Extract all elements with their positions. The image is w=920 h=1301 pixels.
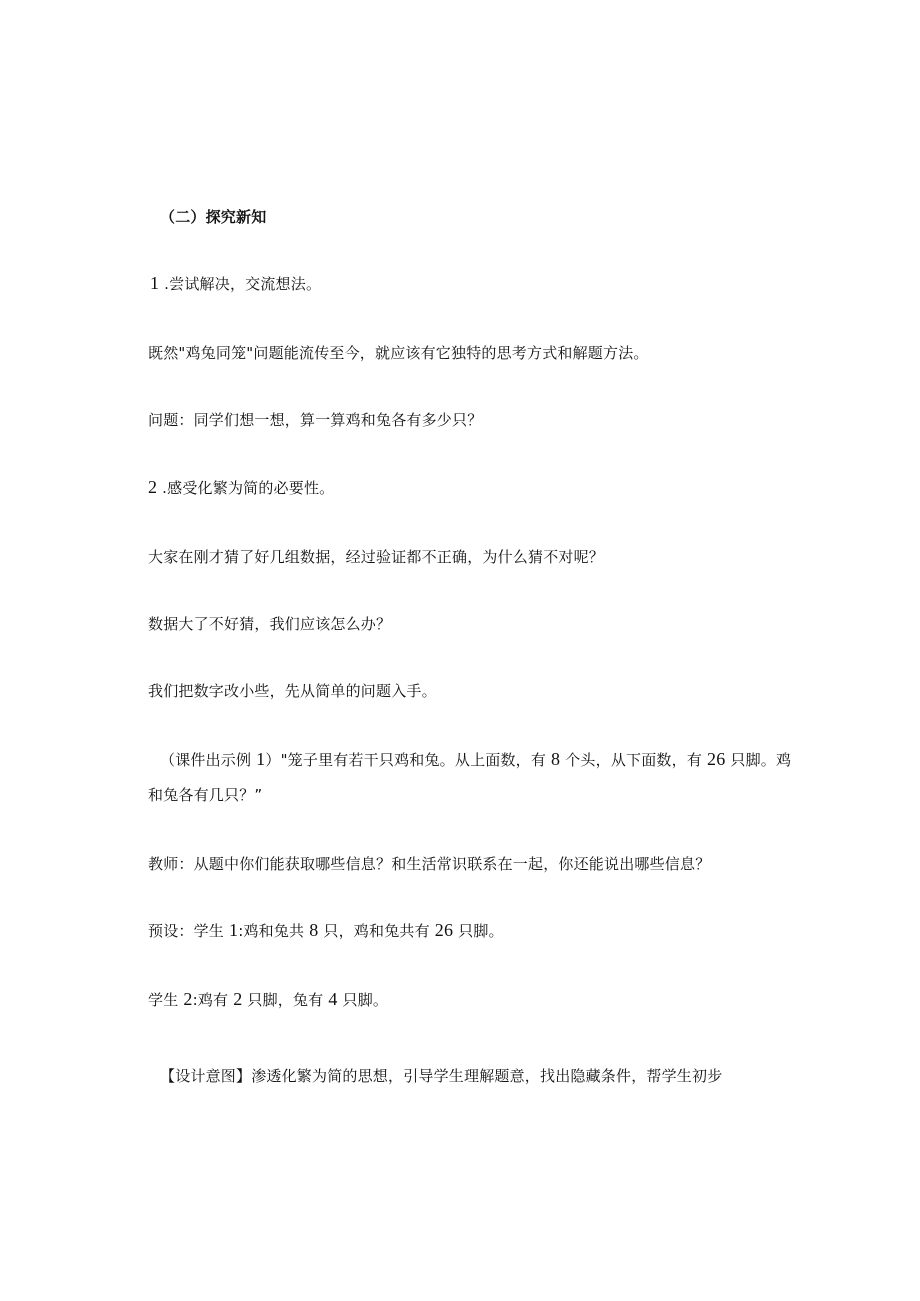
item-2-number: 2 [148,477,158,497]
paragraph-intro: 既然"鸡兔同笼"问题能流传至今，就应该有它独特的思考方式和解题方法。 [148,344,649,362]
paragraph-big-data: 数据大了不好猜，我们应该怎么办？ [148,615,392,633]
example-number: 1 [256,749,266,769]
student2-text-c: 只脚，兔有 [247,991,324,1009]
example-text-a: （课件出示例 [160,751,252,769]
preset-text-b: :鸡和兔共 [238,922,305,940]
section-heading: （二）探究新知 [160,208,267,226]
example-line-2: 和兔各有几只？” [148,786,263,804]
paragraph-simplify: 我们把数字改小些，先从简单的问题入手。 [148,682,437,700]
paragraph-preset [148,920,504,941]
item-2-text: .感受化繁为简的必要性。 [157,479,335,497]
student2-number: 2 [183,989,193,1009]
preset-text-c: 只，鸡和兔共有 [323,922,430,940]
paragraph-guess: 大家在刚才猜了好几组数据，经过验证都不正确，为什么猜不对呢？ [148,548,605,566]
example-heads: 8 [551,749,561,769]
example-text-b: ）"笼子里有若干只鸡和兔。从上面数，有 [265,751,547,769]
student2-rabbit-feet: 4 [328,989,338,1009]
preset-student-number: 1 [228,920,239,940]
student2-text-d: 只脚。 [342,991,389,1009]
preset-text-a: 预设：学生 [148,922,225,940]
paragraph-student-2 [148,989,388,1010]
example-text-d: 只脚。鸡 [730,751,792,769]
student2-text-b: :鸡有 [192,991,229,1009]
preset-feet: 26 [434,920,454,940]
preset-count: 8 [309,920,319,940]
example-line-1 [160,749,791,770]
item-1-number: 1 [150,273,160,293]
student2-text-a: 学生 [148,991,179,1009]
item-1 [150,273,321,294]
student2-chicken-feet: 2 [233,989,243,1009]
item-1-text: .尝试解决，交流想法。 [159,275,322,293]
preset-text-d: 只脚。 [458,922,504,940]
paragraph-design-intent: 【设计意图】渗透化繁为简的思想，引导学生理解题意，找出隐藏条件，帮学生初步 [160,1067,723,1085]
example-text-c: 个头，从下面数，有 [565,751,703,769]
paragraph-teacher: 教师：从题中你们能获取哪些信息？和生活常识联系在一起，你还能说出哪些信息？ [148,855,711,873]
paragraph-question: 问题：同学们想一想，算一算鸡和兔各有多少只？ [148,411,483,429]
example-feet: 26 [707,749,726,769]
item-2 [148,477,334,498]
